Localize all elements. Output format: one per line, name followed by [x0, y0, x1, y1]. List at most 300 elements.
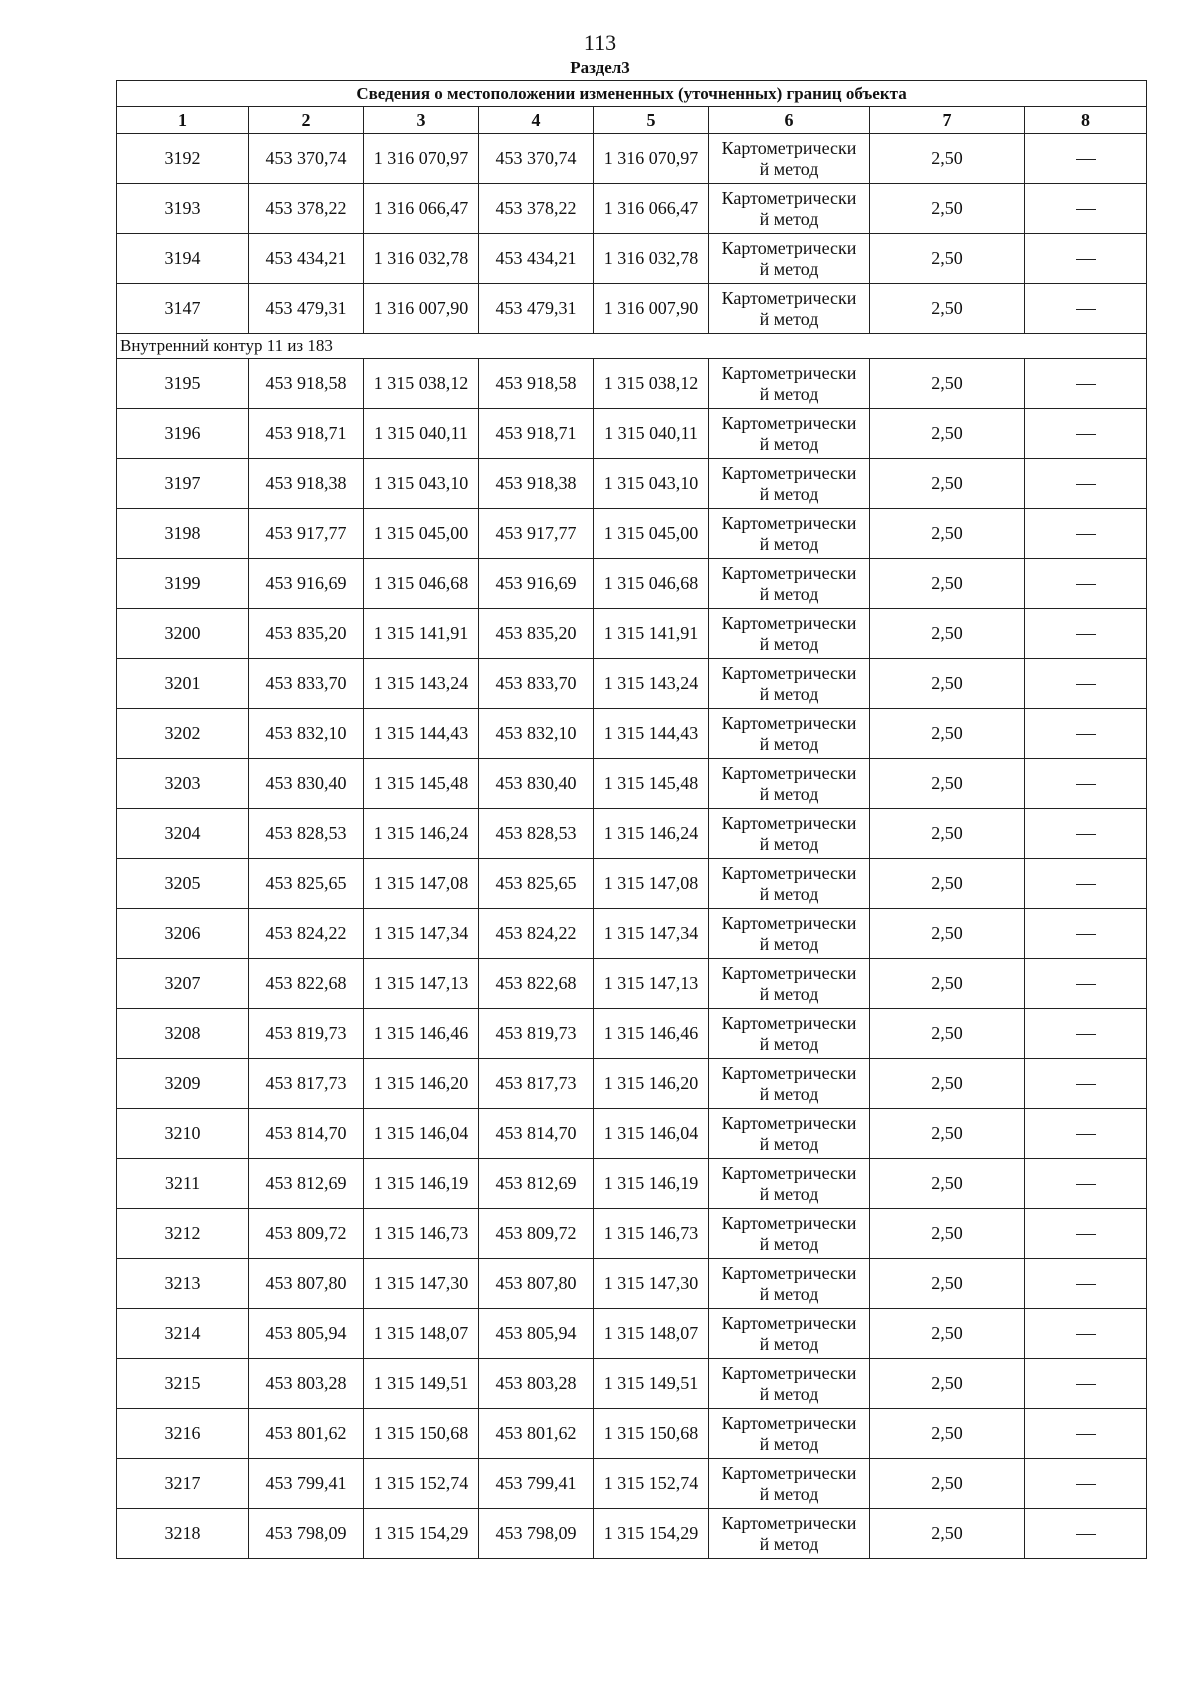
method-text-line: й метод [759, 583, 819, 604]
method-cell [709, 1309, 870, 1359]
table-cell: 1 316 066,47 [364, 184, 479, 234]
table-cell: 2,50 [870, 459, 1025, 509]
empty-value-cell [1025, 284, 1147, 334]
table-cell: 453 799,41 [479, 1459, 594, 1509]
table-cell: 1 315 146,04 [594, 1109, 709, 1159]
table-cell: 453 833,70 [249, 659, 364, 709]
table-cell: 3209 [117, 1059, 249, 1109]
dash-mark [1076, 684, 1096, 685]
table-row [117, 959, 1147, 1009]
table-cell: 1 315 046,68 [364, 559, 479, 609]
table-cell: 453 801,62 [249, 1409, 364, 1459]
method-text-line: Картометрически [721, 1012, 857, 1033]
table-cell: 453 825,65 [249, 859, 364, 909]
table-cell: 453 798,09 [249, 1509, 364, 1559]
method-text-line: Картометрически [721, 1112, 857, 1133]
table-cell: 453 918,71 [479, 409, 594, 459]
table-cell: 1 315 150,68 [364, 1409, 479, 1459]
table-row [117, 759, 1147, 809]
method-text-line: й метод [759, 1383, 819, 1404]
method-text-line: й метод [759, 683, 819, 704]
table-cell: 1 315 145,48 [364, 759, 479, 809]
method-cell [709, 409, 870, 459]
table-cell: 453 916,69 [479, 559, 594, 609]
table-cell: 1 315 045,00 [364, 509, 479, 559]
table-cell: 3203 [117, 759, 249, 809]
table-cell: 2,50 [870, 1159, 1025, 1209]
method-text-line: й метод [759, 1333, 819, 1354]
table-cell: 1 315 141,91 [594, 609, 709, 659]
empty-value-cell [1025, 234, 1147, 284]
method-text-line: й метод [759, 208, 819, 229]
table-row [117, 509, 1147, 559]
table-cell: 2,50 [870, 134, 1025, 184]
method-text-line: й метод [759, 883, 819, 904]
table-cell: 3193 [117, 184, 249, 234]
method-cell [709, 759, 870, 809]
dash-mark [1076, 1134, 1096, 1135]
method-text-line: й метод [759, 833, 819, 854]
table-cell: 453 799,41 [249, 1459, 364, 1509]
table-cell: 453 809,72 [249, 1209, 364, 1259]
table-cell: 1 315 147,08 [364, 859, 479, 909]
table-row [117, 234, 1147, 284]
table-row [117, 1109, 1147, 1159]
table-cell: 453 479,31 [249, 284, 364, 334]
table-cell: 1 315 146,19 [364, 1159, 479, 1209]
table-cell: 1 316 070,97 [594, 134, 709, 184]
empty-value-cell [1025, 759, 1147, 809]
table-cell: 453 918,58 [249, 359, 364, 409]
table-cell: 453 479,31 [479, 284, 594, 334]
method-text-line: Картометрически [721, 1062, 857, 1083]
table-cell: 453 807,80 [249, 1259, 364, 1309]
method-cell [709, 1059, 870, 1109]
method-text-line: й метод [759, 308, 819, 329]
empty-value-cell [1025, 659, 1147, 709]
method-text-line: Картометрически [721, 1362, 857, 1383]
contour-row [117, 334, 1147, 359]
table-cell: 3217 [117, 1459, 249, 1509]
table-cell: 2,50 [870, 759, 1025, 809]
table-row [117, 284, 1147, 334]
method-cell [709, 1159, 870, 1209]
table-cell: 1 315 146,20 [594, 1059, 709, 1109]
table-cell: 3147 [117, 284, 249, 334]
method-cell [709, 909, 870, 959]
table-row [117, 909, 1147, 959]
method-cell [709, 859, 870, 909]
dash-mark [1076, 384, 1096, 385]
method-cell [709, 1209, 870, 1259]
table-cell: 3213 [117, 1259, 249, 1309]
table-cell: 453 835,20 [479, 609, 594, 659]
dash-mark [1076, 1534, 1096, 1535]
table-cell: 3192 [117, 134, 249, 184]
empty-value-cell [1025, 1009, 1147, 1059]
table-cell: 1 315 038,12 [364, 359, 479, 409]
table-cell: 453 434,21 [249, 234, 364, 284]
empty-value-cell [1025, 1159, 1147, 1209]
column-number: 4 [479, 107, 594, 134]
empty-value-cell [1025, 184, 1147, 234]
method-text-line: Картометрически [721, 812, 857, 833]
method-cell [709, 509, 870, 559]
method-cell [709, 1009, 870, 1059]
table-row [117, 359, 1147, 409]
table-row [117, 1309, 1147, 1359]
table-cell: 1 315 144,43 [364, 709, 479, 759]
dash-mark [1076, 884, 1096, 885]
table-cell: 3197 [117, 459, 249, 509]
table-row [117, 1509, 1147, 1559]
empty-value-cell [1025, 959, 1147, 1009]
table-cell: 1 315 152,74 [594, 1459, 709, 1509]
table-cell: 2,50 [870, 1359, 1025, 1409]
table-cell: 1 315 043,10 [364, 459, 479, 509]
method-text-line: й метод [759, 1483, 819, 1504]
method-text-line: Картометрически [721, 1212, 857, 1233]
dash-mark [1076, 984, 1096, 985]
method-text-line: й метод [759, 1183, 819, 1204]
method-text-line: Картометрически [721, 362, 857, 383]
table-cell: 1 315 146,04 [364, 1109, 479, 1159]
column-number: 8 [1025, 107, 1147, 134]
dash-mark [1076, 1234, 1096, 1235]
empty-value-cell [1025, 1359, 1147, 1409]
method-cell [709, 284, 870, 334]
table-cell: 1 316 070,97 [364, 134, 479, 184]
column-number: 3 [364, 107, 479, 134]
method-text-line: й метод [759, 1283, 819, 1304]
table-cell: 3215 [117, 1359, 249, 1409]
table-cell: 2,50 [870, 234, 1025, 284]
table-cell: 1 315 147,34 [594, 909, 709, 959]
column-number: 7 [870, 107, 1025, 134]
table-cell: 1 315 146,24 [594, 809, 709, 859]
table-cell: 453 918,58 [479, 359, 594, 409]
method-text-line: й метод [759, 783, 819, 804]
table-row [117, 659, 1147, 709]
table-row [117, 709, 1147, 759]
dash-mark [1076, 1384, 1096, 1385]
method-cell [709, 234, 870, 284]
table-cell: 1 315 146,46 [364, 1009, 479, 1059]
table-cell: 3201 [117, 659, 249, 709]
table-cell: 453 801,62 [479, 1409, 594, 1459]
table-cell: 1 315 141,91 [364, 609, 479, 659]
table-cell: 453 822,68 [249, 959, 364, 1009]
table-caption: Сведения о местоположении измененных (уточненных) границ объекта [117, 81, 1147, 107]
table-cell: 2,50 [870, 859, 1025, 909]
method-cell [709, 1259, 870, 1309]
table-cell: 453 805,94 [249, 1309, 364, 1359]
table-cell: 1 315 045,00 [594, 509, 709, 559]
column-number: 2 [249, 107, 364, 134]
method-text-line: й метод [759, 533, 819, 554]
table-cell: 453 812,69 [479, 1159, 594, 1209]
method-text-line: Картометрически [721, 1412, 857, 1433]
table-cell: 1 315 146,46 [594, 1009, 709, 1059]
table-cell: 453 917,77 [479, 509, 594, 559]
table-cell: 453 828,53 [249, 809, 364, 859]
table-cell: 3202 [117, 709, 249, 759]
table-cell: 453 819,73 [479, 1009, 594, 1059]
table-cell: 3211 [117, 1159, 249, 1209]
table-cell: 1 315 147,13 [364, 959, 479, 1009]
method-cell [709, 559, 870, 609]
table-cell: 1 315 143,24 [594, 659, 709, 709]
table-cell: 453 814,70 [479, 1109, 594, 1159]
method-text-line: й метод [759, 633, 819, 654]
table-row [117, 1159, 1147, 1209]
table-cell: 453 803,28 [479, 1359, 594, 1409]
method-text-line: й метод [759, 983, 819, 1004]
table-cell: 2,50 [870, 1409, 1025, 1459]
method-cell [709, 1359, 870, 1409]
table-cell: 1 316 007,90 [364, 284, 479, 334]
table-row [117, 1459, 1147, 1509]
table-cell: 453 817,73 [479, 1059, 594, 1109]
table-cell: 453 824,22 [249, 909, 364, 959]
table-cell: 453 805,94 [479, 1309, 594, 1359]
table-cell: 453 812,69 [249, 1159, 364, 1209]
empty-value-cell [1025, 1309, 1147, 1359]
table-cell: 3199 [117, 559, 249, 609]
column-number: 6 [709, 107, 870, 134]
page-number: 113 [583, 30, 617, 55]
dash-mark [1076, 1084, 1096, 1085]
table-cell: 1 315 043,10 [594, 459, 709, 509]
method-cell [709, 709, 870, 759]
table-row [117, 409, 1147, 459]
table-cell: 453 817,73 [249, 1059, 364, 1109]
method-text-line: Картометрически [721, 862, 857, 883]
table-cell: 453 916,69 [249, 559, 364, 609]
column-number-row [117, 107, 1147, 134]
table-cell: 453 370,74 [479, 134, 594, 184]
table-cell: 453 814,70 [249, 1109, 364, 1159]
method-text-line: й метод [759, 258, 819, 279]
table-cell: 1 315 148,07 [364, 1309, 479, 1359]
method-text-line: Картометрически [721, 287, 857, 308]
table-cell: 1 315 147,30 [364, 1259, 479, 1309]
method-text-line: й метод [759, 1083, 819, 1104]
table-row [117, 1259, 1147, 1309]
table-cell: 2,50 [870, 609, 1025, 659]
method-text-line: Картометрически [721, 137, 857, 158]
table-cell: 2,50 [870, 1109, 1025, 1159]
dash-mark [1076, 584, 1096, 585]
table-row [117, 559, 1147, 609]
method-cell [709, 359, 870, 409]
table-cell: 1 315 154,29 [594, 1509, 709, 1559]
table-cell: 2,50 [870, 909, 1025, 959]
table-cell: 3204 [117, 809, 249, 859]
table-cell: 2,50 [870, 559, 1025, 609]
table-cell: 2,50 [870, 1459, 1025, 1509]
table-cell: 1 315 145,48 [594, 759, 709, 809]
dash-mark [1076, 634, 1096, 635]
table-cell: 1 316 007,90 [594, 284, 709, 334]
table-cell: 2,50 [870, 959, 1025, 1009]
table-cell: 453 825,65 [479, 859, 594, 909]
table-row [117, 809, 1147, 859]
table-cell: 453 798,09 [479, 1509, 594, 1559]
table-cell: 3210 [117, 1109, 249, 1159]
table-cell: 453 809,72 [479, 1209, 594, 1259]
table-cell: 453 819,73 [249, 1009, 364, 1059]
table-row [117, 459, 1147, 509]
dash-mark [1076, 784, 1096, 785]
table-cell: 3218 [117, 1509, 249, 1559]
table-cell: 2,50 [870, 809, 1025, 859]
table-cell: 1 315 040,11 [364, 409, 479, 459]
table-cell: 3208 [117, 1009, 249, 1059]
table-cell: 2,50 [870, 1059, 1025, 1109]
method-text-line: й метод [759, 383, 819, 404]
table-cell: 453 807,80 [479, 1259, 594, 1309]
table-cell: 1 315 148,07 [594, 1309, 709, 1359]
method-cell [709, 459, 870, 509]
column-number: 5 [594, 107, 709, 134]
method-cell [709, 1109, 870, 1159]
table-cell: 2,50 [870, 1209, 1025, 1259]
table-cell: 1 315 046,68 [594, 559, 709, 609]
dash-mark [1076, 934, 1096, 935]
table-cell: 453 370,74 [249, 134, 364, 184]
dash-mark [1076, 1484, 1096, 1485]
empty-value-cell [1025, 134, 1147, 184]
table-cell: 3207 [117, 959, 249, 1009]
table-cell: 1 316 066,47 [594, 184, 709, 234]
table-cell: 3194 [117, 234, 249, 284]
table-cell: 3200 [117, 609, 249, 659]
method-text-line: Картометрически [721, 912, 857, 933]
table-body [117, 134, 1147, 1559]
method-text-line: Картометрически [721, 1512, 857, 1533]
dash-mark [1076, 1334, 1096, 1335]
table-cell: 3216 [117, 1409, 249, 1459]
table-cell: 2,50 [870, 284, 1025, 334]
empty-value-cell [1025, 509, 1147, 559]
method-text-line: Картометрически [721, 1312, 857, 1333]
empty-value-cell [1025, 1259, 1147, 1309]
table-cell: 453 832,10 [479, 709, 594, 759]
empty-value-cell [1025, 1509, 1147, 1559]
method-text-line: Картометрически [721, 237, 857, 258]
table-row [117, 1409, 1147, 1459]
dash-mark [1076, 259, 1096, 260]
method-cell [709, 609, 870, 659]
table-cell: 1 315 146,73 [364, 1209, 479, 1259]
dash-mark [1076, 434, 1096, 435]
table-row [117, 1359, 1147, 1409]
method-text-line: Картометрически [721, 462, 857, 483]
section-title: Раздел3 [570, 58, 630, 77]
table-cell: 2,50 [870, 1259, 1025, 1309]
method-cell [709, 959, 870, 1009]
dash-mark [1076, 209, 1096, 210]
table-cell: 1 316 032,78 [364, 234, 479, 284]
method-text-line: й метод [759, 1033, 819, 1054]
empty-value-cell [1025, 609, 1147, 659]
dash-mark [1076, 734, 1096, 735]
empty-value-cell [1025, 809, 1147, 859]
method-text-line: Картометрически [721, 662, 857, 683]
table-cell: 453 830,40 [249, 759, 364, 809]
table-cell: 3206 [117, 909, 249, 959]
method-text-line: й метод [759, 1233, 819, 1254]
dash-mark [1076, 1184, 1096, 1185]
table-cell: 1 315 143,24 [364, 659, 479, 709]
dash-mark [1076, 1034, 1096, 1035]
empty-value-cell [1025, 1209, 1147, 1259]
method-text-line: й метод [759, 1433, 819, 1454]
table-cell: 453 434,21 [479, 234, 594, 284]
method-text-line: Картометрически [721, 962, 857, 983]
table-row [117, 859, 1147, 909]
method-text-line: й метод [759, 733, 819, 754]
table-cell: 453 824,22 [479, 909, 594, 959]
table-cell: 1 315 152,74 [364, 1459, 479, 1509]
method-cell [709, 1459, 870, 1509]
table-cell: 1 315 038,12 [594, 359, 709, 409]
table-cell: 453 918,71 [249, 409, 364, 459]
dash-mark [1076, 534, 1096, 535]
table-row [117, 134, 1147, 184]
empty-value-cell [1025, 459, 1147, 509]
table-cell: 1 315 146,20 [364, 1059, 479, 1109]
table-cell: 453 835,20 [249, 609, 364, 659]
table-cell: 2,50 [870, 509, 1025, 559]
table-row [117, 609, 1147, 659]
table-cell: 1 315 150,68 [594, 1409, 709, 1459]
table-cell: 1 315 146,19 [594, 1159, 709, 1209]
empty-value-cell [1025, 1409, 1147, 1459]
table-row [117, 1209, 1147, 1259]
method-text-line: Картометрически [721, 1262, 857, 1283]
table-cell: 1 315 154,29 [364, 1509, 479, 1559]
table-cell: 3214 [117, 1309, 249, 1359]
method-text-line: Картометрически [721, 562, 857, 583]
table-cell: 453 803,28 [249, 1359, 364, 1409]
empty-value-cell [1025, 359, 1147, 409]
table-row [117, 1059, 1147, 1109]
method-cell [709, 659, 870, 709]
table-cell: 1 315 040,11 [594, 409, 709, 459]
table-cell: 453 378,22 [479, 184, 594, 234]
table-cell: 2,50 [870, 1509, 1025, 1559]
table-cell: 453 828,53 [479, 809, 594, 859]
dash-mark [1076, 834, 1096, 835]
method-text-line: й метод [759, 158, 819, 179]
table-cell: 3198 [117, 509, 249, 559]
empty-value-cell [1025, 409, 1147, 459]
method-text-line: й метод [759, 1533, 819, 1554]
table-cell: 453 822,68 [479, 959, 594, 1009]
method-text-line: й метод [759, 1133, 819, 1154]
dash-mark [1076, 309, 1096, 310]
table-cell: 1 315 147,30 [594, 1259, 709, 1309]
dash-mark [1076, 1434, 1096, 1435]
table-cell: 1 315 149,51 [594, 1359, 709, 1409]
method-text-line: Картометрически [721, 412, 857, 433]
method-cell [709, 134, 870, 184]
contour-label: Внутренний контур 11 из 183 [117, 334, 1147, 359]
table-cell: 3196 [117, 409, 249, 459]
method-cell [709, 184, 870, 234]
